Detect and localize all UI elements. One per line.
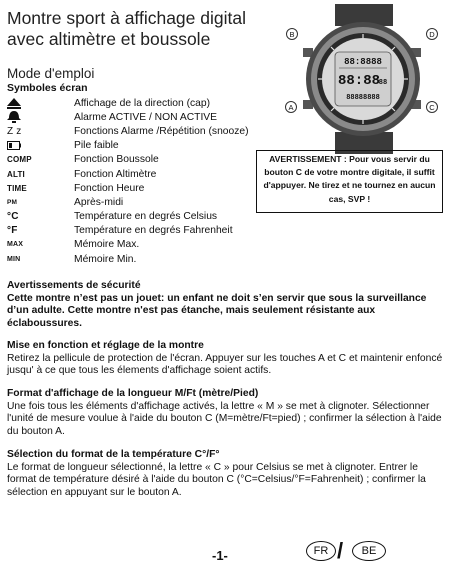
symbol-text: Fonction Heure (74, 182, 145, 194)
symbol-row (7, 124, 307, 138)
lcd-bottom: 88888888 (346, 94, 380, 102)
symbol-text: Mémoire Min. (74, 253, 137, 265)
setup-section (7, 340, 444, 378)
battery-icon (7, 141, 74, 150)
symbol-code: ALTI (7, 169, 25, 179)
symbol-text: Mémoire Max. (74, 239, 140, 251)
setup-heading: Mise en fonction et réglage de la montre (7, 340, 204, 351)
watch-illustration (283, 4, 443, 154)
title-line-2: avec altimètre et boussole (7, 29, 211, 49)
symbol-text: Température en degrés Fahrenheit (74, 225, 233, 237)
title-line-1: Montre sport à affichage digital (7, 8, 246, 28)
lcd-top: 88:8888 (344, 57, 382, 67)
setup-text: Retirez la pellicule de protection de l'écran. Appuyer sur les touches A et C et maintenir enfoncé jusqu' à ce que tous les élements d'affichage soient actifs. (7, 352, 443, 377)
length-format-heading: Format d'affichage de la longueur M/Ft (mètre/Pied) (7, 388, 259, 399)
temp-format-section (7, 449, 444, 499)
direction-arrow-icon (7, 98, 74, 109)
symbol-code: COMP (7, 155, 32, 165)
label-button-d: D (426, 28, 438, 40)
symbol-code: PM (7, 198, 18, 206)
symbol-code: °C (7, 211, 19, 223)
symbols-heading: Symboles écran (7, 82, 88, 94)
label-button-c: C (426, 101, 438, 113)
symbol-code: TIME (7, 183, 27, 193)
lcd-main: 88:88 (337, 73, 381, 89)
symbol-code: MAX (7, 241, 24, 249)
symbol-text: Fonction Boussole (74, 154, 159, 166)
length-format-text: Une fois tous les éléments d'affichage activés, la lettre « M » se met à clignoter. Sélectionner l'unité de mesure voulue à l'aide du bouton C (M=mètre/Ft=pied) ; confirmer la sélection à l'aide du bouton A. (7, 400, 442, 437)
symbol-text: Fonction Altimètre (74, 168, 157, 180)
symbol-code: °F (7, 225, 18, 237)
label-button-b: B (286, 28, 298, 40)
safety-section (7, 280, 444, 330)
document-title (7, 8, 246, 50)
symbol-text: Alarme ACTIVE / NON ACTIVE (74, 111, 218, 123)
symbol-row (7, 252, 307, 266)
watch-graphic (283, 4, 443, 154)
symbol-text: Température en degrés Celsius (74, 211, 218, 223)
symbol-text: Après-midi (74, 196, 124, 208)
alarm-bell-icon (7, 111, 74, 123)
label-button-a: A (285, 101, 297, 113)
symbol-row (7, 238, 307, 252)
lcd-seconds: 88 (378, 79, 388, 87)
symbol-code: MIN (7, 255, 21, 263)
safety-text: Cette montre n’est pas un jouet: un enfant ne doit s’en servir que sous la surveillance d’un adulte. Cette montre n'est pas étanche, mais seulement résistante aux éclaboussures. (7, 292, 427, 329)
symbol-row (7, 110, 307, 124)
lang-badge-fr: FR (306, 541, 336, 561)
warning-box: AVERTISSEMENT : Pour vous servir du bouton C de votre montre digitale, il suffit d'appuyer. Ne tirez et ne tournez en aucun cas, SVP ! (256, 150, 443, 213)
snooze-icon: Z z (7, 125, 22, 137)
lang-separator: / (337, 538, 344, 563)
subtitle: Mode d'emploi (7, 66, 95, 81)
symbol-row (7, 224, 307, 238)
symbol-text: Pile faible (74, 140, 119, 152)
safety-heading: Avertissements de sécurité (7, 280, 141, 291)
symbol-row (7, 96, 307, 110)
temp-format-text: Le format de longueur sélectionné, la lettre « C » pour Celsius se met à clignoter. Entrer le format de température désiré à l'aide du bouton C (°C=Celsius/°F=Fahrenheit) ; confirmer la sélection en appuyant sur le bouton A. (7, 461, 426, 498)
page-number: -1- (212, 548, 228, 563)
length-format-section (7, 388, 444, 438)
symbol-text: Affichage de la direction (cap) (74, 97, 211, 109)
temp-format-heading: Sélection du format de la température C°/F° (7, 449, 220, 460)
symbol-text: Fonctions Alarme /Répétition (snooze) (74, 125, 249, 137)
lang-badge-be: BE (352, 541, 386, 561)
